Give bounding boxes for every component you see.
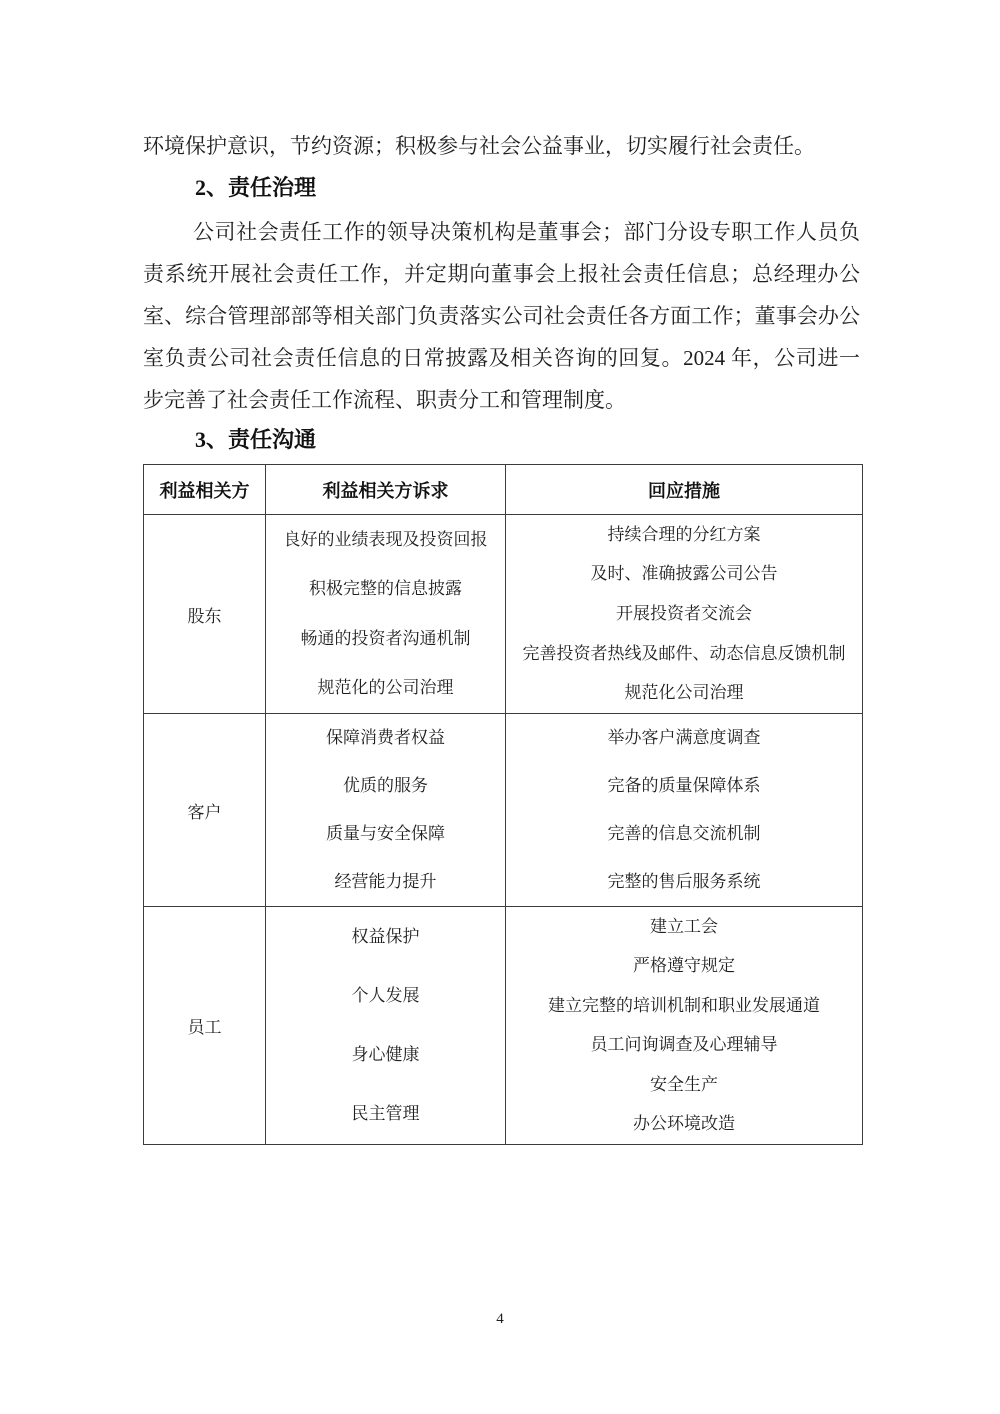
section-heading-responsibility-governance: 2、责任治理: [195, 175, 317, 200]
carryover-paragraph: 环境保护意识，节约资源；积极参与社会公益事业，切实履行社会责任。: [143, 134, 815, 158]
cell-line: 保障消费者权益: [326, 728, 445, 747]
cell-line: 积极完整的信息披露: [309, 579, 462, 599]
cell-line: 员工问询调查及心理辅导: [590, 1035, 778, 1055]
cell-line: 举办客户满意度调查: [607, 728, 761, 747]
cell-line: 个人发展: [351, 985, 420, 1005]
table-row-employees: [144, 907, 863, 1145]
cell-line: 安全生产: [650, 1074, 718, 1094]
cell-line: 完善投资者热线及邮件、动态信息反馈机制: [522, 643, 846, 663]
cell-line: 身心健康: [351, 1045, 420, 1065]
stakeholder-cell: 客户: [144, 714, 266, 907]
table-header-row: [144, 465, 863, 515]
table-row-shareholders: [144, 515, 863, 714]
page-number: 4: [496, 1311, 504, 1327]
demands-cell: [266, 714, 505, 906]
cell-line: 建立完整的培训机制和职业发展通道: [548, 995, 820, 1015]
cell-line: 完整的售后服务系统: [607, 872, 761, 891]
demands-cell: [266, 515, 505, 713]
cell-line: 建立工会: [650, 916, 718, 936]
cell-line: 开展投资者交流会: [616, 603, 752, 623]
responses-cell: [506, 907, 862, 1144]
cell-line: 良好的业绩表现及投资回报: [283, 529, 488, 549]
stakeholder-communication-table: [143, 464, 863, 1145]
stakeholder-cell: 股东: [144, 515, 266, 714]
column-header-responses: 回应措施: [506, 465, 863, 515]
table-row-customers: [144, 714, 863, 907]
cell-line: 完备的质量保障体系: [607, 776, 761, 795]
cell-line: 及时、准确披露公司公告: [590, 564, 778, 584]
cell-line: 经营能力提升: [334, 872, 437, 891]
stakeholder-cell: 员工: [144, 907, 266, 1145]
cell-line: 规范化公司治理: [624, 683, 744, 703]
cell-line: 完善的信息交流机制: [607, 824, 761, 843]
cell-line: 畅通的投资者沟通机制: [300, 628, 471, 648]
column-header-stakeholder: 利益相关方: [144, 465, 266, 515]
section2-body-paragraph: 公司社会责任工作的领导决策机构是董事会；部门分设专职工作人员负责系统开展社会责任工作，并定期向董事会上报社会责任信息；总经理办公室、综合管理部部等相关部门负责落实公司社会责任各方面工作；董事会办公室负责公司社会责任信息的日常披露及相关咨询的回复。2024 年，公司进一步完善了社会责任工作流程、职责分工和管理制度。: [143, 220, 860, 412]
cell-line: 持续合理的分红方案: [607, 524, 761, 544]
cell-line: 质量与安全保障: [326, 824, 445, 843]
cell-line: 办公环境改造: [633, 1114, 735, 1134]
column-header-demands: 利益相关方诉求: [266, 465, 506, 515]
responses-cell: [506, 714, 862, 906]
demands-cell: [266, 907, 505, 1144]
responses-cell: [506, 515, 862, 713]
section-heading-responsibility-communication: 3、责任沟通: [195, 427, 317, 452]
cell-line: 规范化的公司治理: [317, 678, 454, 698]
cell-line: 优质的服务: [343, 776, 428, 795]
cell-line: 民主管理: [351, 1104, 420, 1124]
cell-line: 权益保护: [351, 926, 420, 946]
cell-line: 严格遵守规定: [633, 956, 735, 976]
